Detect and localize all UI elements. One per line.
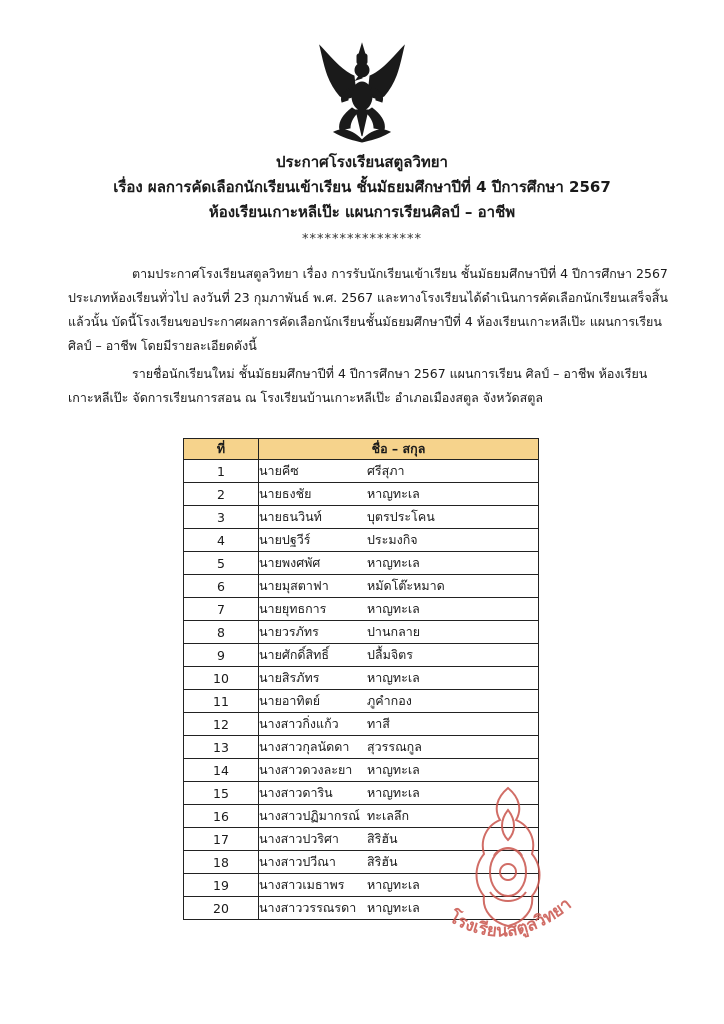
student-name-cell	[259, 598, 539, 621]
student-name-cell	[259, 575, 539, 598]
student-first-name: นางสาวดาริน	[259, 785, 333, 800]
student-name-cell	[259, 690, 539, 713]
student-first-name: นางสาวดวงละยา	[259, 762, 353, 777]
student-first-name: นางสาวปวีณา	[259, 854, 336, 869]
student-first-name: นายยุทธการ	[259, 601, 327, 616]
student-first-name: นายพงศพัศ	[259, 555, 321, 570]
row-number: 10	[184, 667, 259, 690]
row-number: 3	[184, 506, 259, 529]
table-row	[184, 598, 539, 621]
student-last-name: สิริฮัน	[367, 831, 398, 846]
list-intro-paragraph: รายชื่อนักเรียนใหม่ ชั้นมัธยมศึกษาปีที่ 4 ปีการศึกษา 2567 แผนการเรียน ศิลป์ – อาชีพ ห้องเรียนเกาะหลีเป๊ะ จัดการเรียนการสอน ณ โรงเรียนบ้านเกาะหลีเป๊ะ อำเภอเมืองสตูล จังหวัดสตูล	[68, 366, 648, 405]
student-last-name: หมัดโต๊ะหมาด	[367, 578, 445, 593]
table-row	[184, 552, 539, 575]
student-name-cell	[259, 644, 539, 667]
student-first-name: นายสิรภัทร	[259, 670, 320, 685]
table-row	[184, 529, 539, 552]
table-row	[184, 506, 539, 529]
table-row	[184, 690, 539, 713]
student-first-name: นายคีซ	[259, 463, 299, 478]
student-name-cell	[259, 736, 539, 759]
student-name-cell	[259, 506, 539, 529]
student-name-cell	[259, 713, 539, 736]
student-first-name: นางสาววรรณรดา	[259, 900, 357, 915]
table-row	[184, 759, 539, 782]
student-last-name: ประมงกิจ	[367, 532, 418, 547]
student-last-name: หาญทะเล	[367, 486, 420, 501]
student-last-name: บุตรประโคน	[367, 509, 435, 524]
row-number: 1	[184, 460, 259, 483]
table-row	[184, 621, 539, 644]
student-last-name: หาญทะเล	[367, 762, 420, 777]
student-last-name: ปานกลาย	[367, 624, 421, 639]
student-last-name: หาญทะเล	[367, 900, 420, 915]
table-row	[184, 460, 539, 483]
row-number: 14	[184, 759, 259, 782]
student-last-name: หาญทะเล	[367, 555, 420, 570]
student-first-name: นายมุสตาฟา	[259, 578, 329, 593]
row-number: 18	[184, 851, 259, 874]
row-number: 2	[184, 483, 259, 506]
student-name-cell	[259, 621, 539, 644]
announcement-program: ห้องเรียนเกาะหลีเป๊ะ แผนการเรียนศิลป์ – อาชีพ	[208, 203, 516, 221]
student-last-name: หาญทะเล	[367, 785, 420, 800]
seal-text: โรงเรียนสตูลวิทยา	[445, 894, 576, 942]
student-last-name: สิริฮัน	[367, 854, 398, 869]
column-header-number: ที่	[184, 439, 259, 460]
student-first-name: นางสาวปฏิมากรณ์	[259, 808, 360, 823]
announcement-subject: เรื่อง ผลการคัดเลือกนักเรียนเข้าเรียน ชั้นมัธยมศึกษาปีที่ 4 ปีการศึกษา 2567	[113, 178, 611, 196]
student-first-name: นายธงชัย	[259, 486, 312, 501]
row-number: 5	[184, 552, 259, 575]
divider-stars: ****************	[302, 232, 422, 247]
table-row	[184, 575, 539, 598]
row-number: 19	[184, 874, 259, 897]
row-number: 9	[184, 644, 259, 667]
student-first-name: นางสาวปวริศา	[259, 831, 339, 846]
student-first-name: นายปฐวีร์	[259, 532, 311, 547]
column-header-name: ชื่อ – สกุล	[259, 439, 539, 460]
row-number: 11	[184, 690, 259, 713]
row-number: 7	[184, 598, 259, 621]
student-last-name: หาญทะเล	[367, 670, 420, 685]
table-header-row	[184, 439, 539, 460]
student-name-cell	[259, 759, 539, 782]
school-seal-icon	[438, 780, 578, 950]
student-name-cell	[259, 460, 539, 483]
student-name-cell	[259, 483, 539, 506]
student-last-name: ทาสี	[367, 716, 390, 731]
row-number: 16	[184, 805, 259, 828]
row-number: 12	[184, 713, 259, 736]
student-first-name: นางสาวกิ่งแก้ว	[259, 716, 339, 731]
student-first-name: นายวรภัทร	[259, 624, 319, 639]
student-last-name: ทะเลลึก	[367, 808, 410, 823]
row-number: 20	[184, 897, 259, 920]
student-last-name: หาญทะเล	[367, 601, 420, 616]
row-number: 13	[184, 736, 259, 759]
table-row	[184, 667, 539, 690]
student-last-name: ภูคำกอง	[367, 693, 412, 708]
row-number: 17	[184, 828, 259, 851]
student-name-cell	[259, 667, 539, 690]
student-first-name: นายธนวินท์	[259, 509, 322, 524]
student-first-name: นางสาวเมธาพร	[259, 877, 345, 892]
student-first-name: นายอาทิตย์	[259, 693, 321, 708]
announcement-title: ประกาศโรงเรียนสตูลวิทยา	[276, 153, 448, 171]
row-number: 15	[184, 782, 259, 805]
student-name-cell	[259, 529, 539, 552]
table-row	[184, 713, 539, 736]
student-last-name: ปลื้มจิตร	[367, 647, 413, 662]
intro-paragraph: ตามประกาศโรงเรียนสตูลวิทยา เรื่อง การรับนักเรียนเข้าเรียน ชั้นมัธยมศึกษาปีที่ 4 ปีการศึกษา 2567 ประเภทห้องเรียนทั่วไป ลงวันที่ 23 กุมภาพันธ์ พ.ศ. 2567 และทางโรงเรียนได้ดำเนินการคัดเลือกนักเรียนเสร็จสิ้นแล้วนั้น บัดนี้โรงเรียนขอประกาศผลการคัดเลือกนักเรียนชั้นมัธยมศึกษาปีที่ 4 ห้องเรียนเกาะหลีเป๊ะ แผนการเรียนศิลป์ – อาชีพ โดยมีรายละเอียดดังนี้	[68, 266, 668, 353]
student-last-name: หาญทะเล	[367, 877, 420, 892]
student-last-name: สุวรรณกูล	[367, 739, 422, 754]
table-row	[184, 644, 539, 667]
student-first-name: นายศักดิ์สิทธิ์	[259, 647, 330, 662]
row-number: 4	[184, 529, 259, 552]
row-number: 8	[184, 621, 259, 644]
garuda-emblem-icon	[310, 40, 414, 144]
table-row	[184, 736, 539, 759]
row-number: 6	[184, 575, 259, 598]
student-first-name: นางสาวกุลนัดดา	[259, 739, 350, 754]
table-row	[184, 483, 539, 506]
student-last-name: ศรีสุภา	[367, 463, 405, 478]
student-name-cell	[259, 552, 539, 575]
